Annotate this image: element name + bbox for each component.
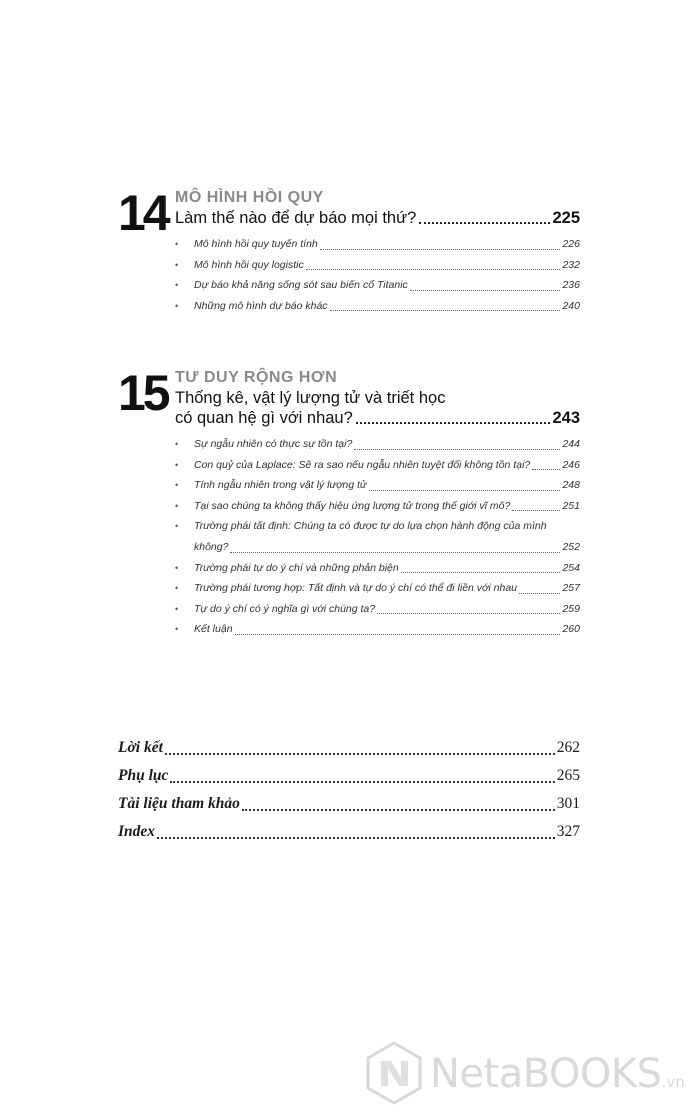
section-title: • Những mô hình dự báo khác [194, 299, 328, 312]
section-title: • Trường phái tự do ý chí và những phản biện [194, 561, 399, 574]
section-title: • Con quỷ của Laplace: Sẽ ra sao nếu ngẫu nhiên tuyệt đối không tồn tại? [194, 458, 531, 471]
backmatter-page: 262 [556, 739, 580, 756]
section-item [175, 578, 580, 599]
watermark-brand-text: NetaBOOKS [430, 1051, 662, 1097]
section-item [175, 516, 580, 557]
section-item [175, 496, 580, 517]
section-item [175, 434, 580, 455]
chapter-subtitle-text: Làm thế nào để dự báo mọi thứ? [175, 209, 417, 227]
section-page: 257 [562, 582, 580, 595]
section-page: 236 [562, 279, 580, 292]
section-item [175, 234, 580, 255]
leader-dots [410, 290, 561, 291]
section-title: • Tự do ý chí có ý nghĩa gì với chúng ta? [194, 602, 376, 615]
chapter-label: MÔ HÌNH HỒI QUY [175, 189, 324, 206]
section-page: 252 [562, 540, 580, 553]
chapter-number: 15 [118, 365, 168, 421]
leader-dots [157, 837, 555, 839]
section-page: 254 [562, 561, 580, 574]
chapter-subtitle-text: Thống kê, vật lý lượng tử và triết học [175, 389, 446, 407]
section-title: • Trường phái tất định: Chúng ta có được tự do lựa chọn hành động của mình [194, 520, 547, 533]
section-item [175, 558, 580, 579]
chapter-number: 14 [118, 185, 168, 241]
section-item [175, 619, 580, 640]
leader-dots [512, 510, 560, 511]
section-list [175, 234, 580, 316]
section-page: 260 [562, 623, 580, 636]
leader-dots [242, 809, 555, 811]
chapter-subtitle-text: có quan hệ gì với nhau? [175, 409, 353, 427]
backmatter-page: 265 [556, 767, 580, 784]
section-item [175, 475, 580, 496]
leader-dots [320, 249, 561, 250]
leader-dots [377, 613, 560, 614]
leader-dots [369, 490, 561, 491]
section-title: • Tại sao chúng ta không thấy hiệu ứng lượng tử trong thế giới vĩ mô? [194, 499, 511, 512]
section-page: 232 [562, 258, 580, 271]
section-title: • Dự báo khả năng sống sót sau biến cố Titanic [194, 279, 408, 292]
section-page: 248 [562, 479, 580, 492]
chapter-page: 243 [552, 409, 580, 427]
section-page: 240 [562, 299, 580, 312]
section-list [175, 434, 580, 640]
backmatter-page: 327 [556, 823, 580, 840]
section-title: • Mô hình hồi quy tuyến tính [194, 238, 318, 250]
section-item [175, 296, 580, 317]
backmatter-item [118, 762, 580, 790]
section-title: không? [194, 540, 229, 553]
leader-dots [519, 593, 560, 594]
chapter-label: TƯ DUY RỘNG HƠN [175, 369, 338, 386]
chapter-subtitle [175, 388, 580, 428]
section-item [175, 255, 580, 276]
backmatter-title: Tài liệu tham khảo [118, 795, 240, 812]
leader-dots [170, 781, 554, 783]
leader-dots [165, 753, 555, 755]
chapter-page: 225 [552, 209, 580, 227]
leader-dots [401, 572, 561, 573]
leader-dots [532, 469, 560, 470]
backmatter-list [118, 734, 580, 846]
backmatter-title: Phụ lục [118, 767, 169, 784]
section-title: • Trường phái tương hợp: Tất định và tự do ý chí có thể đi liền với nhau [194, 582, 517, 595]
section-title: • Sự ngẫu nhiên có thực sự tồn tại? [194, 438, 353, 450]
section-title: • Tính ngẫu nhiên trong vật lý lượng tử [194, 479, 367, 492]
section-page: 251 [562, 499, 580, 512]
leader-dots [306, 269, 561, 270]
leader-dots [356, 422, 551, 424]
backmatter-item [118, 734, 580, 762]
section-item [175, 455, 580, 476]
section-title: • Kết luận [194, 623, 233, 636]
section-item [175, 599, 580, 620]
leader-dots [330, 310, 561, 311]
watermark-suffix: .vn [661, 1073, 685, 1091]
section-title: • Mô hình hồi quy logistic [194, 258, 304, 271]
leader-dots [235, 634, 561, 635]
leader-dots [230, 552, 560, 553]
backmatter-page: 301 [556, 795, 580, 812]
watermark-brand [430, 1050, 685, 1106]
leader-dots [419, 222, 550, 224]
backmatter-item [118, 818, 580, 846]
backmatter-title: Lời kết [118, 739, 163, 756]
section-page: 244 [562, 438, 580, 450]
chapter-subtitle [175, 208, 580, 228]
section-page: 226 [562, 238, 580, 250]
netabooks-logo-icon [364, 1040, 424, 1106]
watermark [364, 1040, 694, 1110]
leader-dots [354, 449, 560, 450]
section-item [175, 275, 580, 296]
backmatter-item [118, 790, 580, 818]
backmatter-title: Index [118, 823, 156, 840]
section-page: 259 [562, 602, 580, 615]
section-page: 246 [562, 458, 580, 471]
